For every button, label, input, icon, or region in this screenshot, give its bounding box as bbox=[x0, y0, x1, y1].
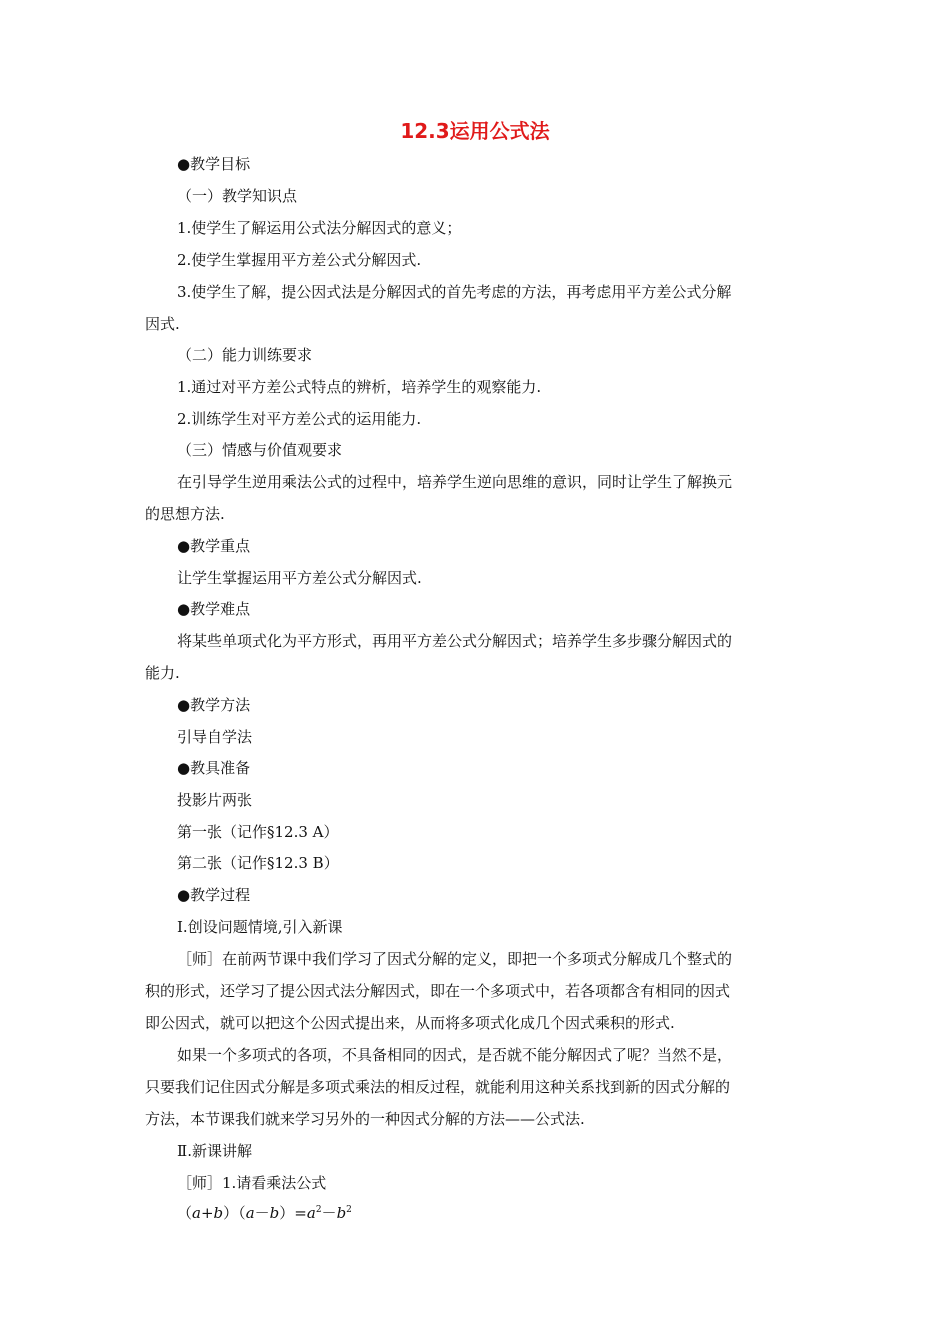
knowledge-item-3-cont: 因式. bbox=[145, 315, 180, 333]
paragraph-3: ［师］1.请看乘法公式 bbox=[177, 1174, 327, 1192]
ability-item-2: 2.训练学生对平方差公式的运用能力. bbox=[177, 410, 422, 428]
page-title: 12.3运用公式法 bbox=[400, 119, 550, 143]
formula-var-b: b bbox=[336, 1204, 347, 1222]
paragraph-1-line-1: ［师］在前两节课中我们学习了因式分解的定义，即把一个多项式分解成几个整式的 bbox=[177, 950, 733, 968]
emotion-heading: （三）情感与价值观要求 bbox=[177, 441, 343, 459]
knowledge-item-2: 2.使学生掌握用平方差公式分解因式. bbox=[177, 251, 422, 269]
formula-var-b: b bbox=[213, 1204, 224, 1222]
emotion-text: 在引导学生逆用乘法公式的过程中，培养学生逆向思维的意识，同时让学生了解换元 bbox=[177, 473, 733, 491]
step-2-heading: Ⅱ.新课讲解 bbox=[177, 1142, 252, 1160]
knowledge-heading: （一）教学知识点 bbox=[177, 187, 298, 205]
tools-text: 投影片两张 bbox=[177, 791, 253, 809]
paragraph-2-line-1: 如果一个多项式的各项，不具备相同的因式，是否就不能分解因式了呢？当然不是， bbox=[177, 1046, 733, 1064]
formula-exponent: 2 bbox=[315, 1205, 322, 1215]
emotion-text-cont: 的思想方法. bbox=[145, 505, 225, 523]
method-text: 引导自学法 bbox=[177, 728, 253, 746]
formula-var-b: b bbox=[269, 1204, 280, 1222]
formula-var-a: a bbox=[306, 1204, 316, 1222]
difficulty-text: 将某些单项式化为平方形式，再用平方差公式分解因式；培养学生多步骤分解因式的 bbox=[177, 632, 733, 650]
difficulty-text-cont: 能力. bbox=[145, 664, 180, 682]
method-heading: ●教学方法 bbox=[177, 696, 251, 714]
knowledge-item-3: 3.使学生了解，提公因式法是分解因式的首先考虑的方法，再考虑用平方差公式分解 bbox=[177, 283, 732, 301]
knowledge-item-1: 1.使学生了解运用公式法分解因式的意义； bbox=[177, 219, 462, 237]
formula-paren: （ bbox=[238, 1204, 246, 1222]
difficulty-heading: ●教学难点 bbox=[177, 600, 251, 618]
key-heading: ●教学重点 bbox=[177, 537, 251, 555]
tool-item-1: 第一张（记作§12.3 A） bbox=[177, 823, 339, 841]
tool-item-2: 第二张（记作§12.3 B） bbox=[177, 854, 339, 872]
goals-heading: ●教学目标 bbox=[177, 155, 251, 173]
formula-paren: （ bbox=[177, 1204, 193, 1222]
paragraph-2-line-3: 方法，本节课我们就来学习另外的一种因式分解的方法——公式法. bbox=[145, 1110, 585, 1128]
formula-minus: － bbox=[321, 1204, 337, 1222]
formula-paren: ） bbox=[223, 1204, 239, 1222]
formula-equals: = bbox=[294, 1204, 307, 1222]
step-1-heading: Ⅰ.创设问题情境,引入新课 bbox=[177, 918, 343, 936]
formula-difference-of-squares bbox=[177, 1203, 352, 1223]
formula-paren: ） bbox=[279, 1204, 295, 1222]
formula-plus: + bbox=[200, 1204, 214, 1222]
formula-var-a: a bbox=[245, 1204, 255, 1222]
formula-var-a: a bbox=[192, 1204, 201, 1222]
formula-minus: － bbox=[254, 1204, 270, 1222]
paragraph-1-line-2: 积的形式，还学习了提公因式法分解因式，即在一个多项式中，若各项都含有相同的因式 bbox=[145, 982, 731, 1000]
ability-item-1: 1.通过对平方差公式特点的辨析，培养学生的观察能力. bbox=[177, 378, 542, 396]
tools-heading: ●教具准备 bbox=[177, 759, 251, 777]
formula-exponent: 2 bbox=[346, 1205, 352, 1215]
ability-heading: （二）能力训练要求 bbox=[177, 346, 313, 364]
process-heading: ●教学过程 bbox=[177, 886, 251, 904]
paragraph-2-line-2: 只要我们记住因式分解是多项式乘法的相反过程，就能利用这种关系找到新的因式分解的 bbox=[145, 1078, 731, 1096]
key-text: 让学生掌握运用平方差公式分解因式. bbox=[177, 569, 422, 587]
paragraph-1-line-3: 即公因式，就可以把这个公因式提出来，从而将多项式化成几个因式乘积的形式. bbox=[145, 1014, 675, 1032]
